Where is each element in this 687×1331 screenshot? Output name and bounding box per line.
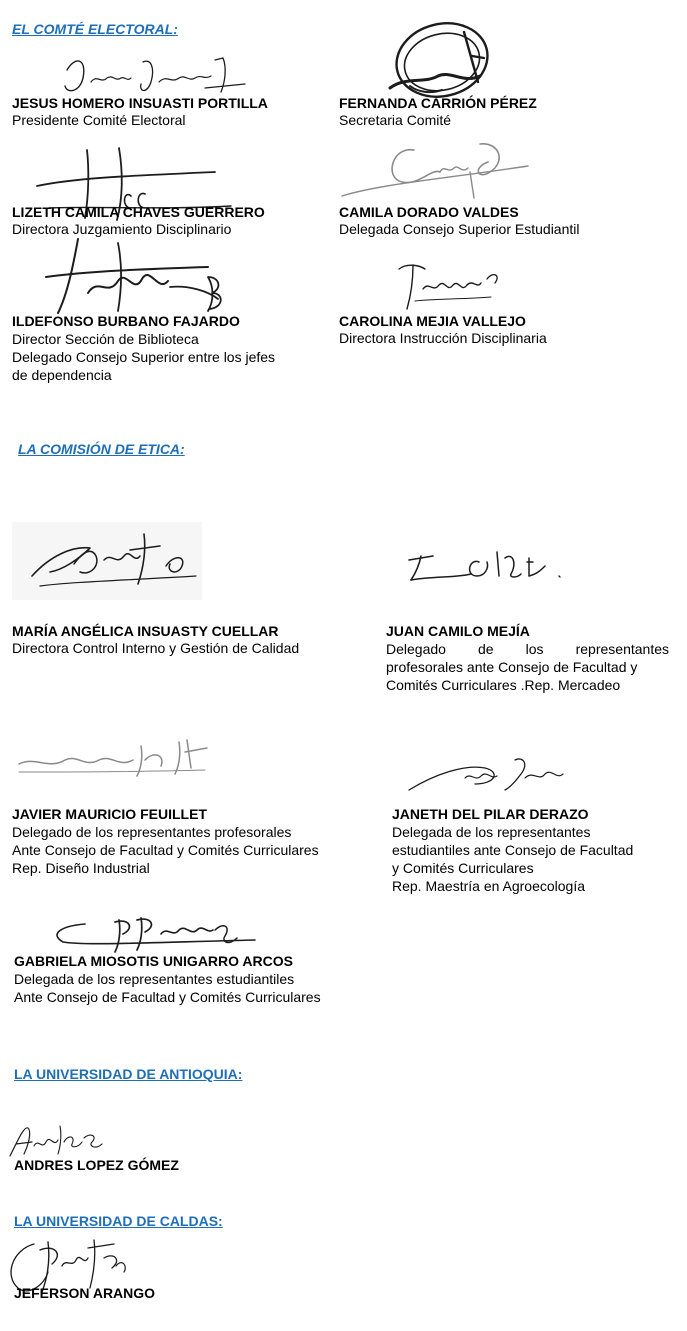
- signer-block-jeferson: [14, 1285, 155, 1302]
- signer-role: Secretaria Comité: [339, 112, 452, 128]
- signer-block-janeth: [392, 806, 672, 895]
- signature-gabriela-unigarro: [45, 912, 265, 956]
- signer-block-fernanda: [339, 95, 669, 128]
- signer-role: Rep. Maestría en Agroecología: [392, 878, 586, 894]
- signer-role: Directora Instrucción Disciplinaria: [339, 330, 547, 346]
- signer-block-javier: [12, 806, 372, 877]
- signer-role: estudiantiles ante Consejo de Facultad: [392, 842, 634, 858]
- signer-role: Rep. Diseño Industrial: [12, 860, 150, 876]
- signer-role: de dependencia: [12, 367, 112, 383]
- signer-role: Delegada de los representantes estudiantiles: [14, 971, 295, 987]
- signer-block-juan: [386, 623, 669, 694]
- signature-camila-dorado: [340, 138, 530, 208]
- signer-name: CAMILA DORADO VALDES: [339, 204, 519, 220]
- signer-role: Presidente Comité Electoral: [12, 112, 186, 128]
- signer-role: Directora Control Interno y Gestión de Calidad: [12, 640, 300, 656]
- section-heading-universidad-caldas: LA UNIVERSIDAD DE CALDAS:: [14, 1213, 223, 1229]
- signer-block-ildefonso: [12, 313, 332, 384]
- signer-role: Comités Curriculares .Rep. Mercadeo: [386, 677, 621, 693]
- signer-block-lizeth: [12, 204, 332, 237]
- signature-maria-insuasty: [20, 526, 200, 598]
- section-heading-comite-electoral: EL COMTÉ ELECTORAL:: [12, 21, 178, 37]
- signer-role: Ante Consejo de Facultad y Comités Curriculares: [14, 989, 321, 1005]
- signature-janeth-derazo: [405, 754, 575, 794]
- signer-role: Delegada Consejo Superior Estudiantil: [339, 221, 580, 237]
- signer-block-andres: [14, 1157, 179, 1174]
- signer-role: Director Sección de Biblioteca: [12, 331, 199, 347]
- signer-role: Directora Juzgamiento Disciplinario: [12, 221, 232, 237]
- signature-carolina-mejia: [395, 255, 505, 315]
- section-heading-comision-etica: LA COMISIÓN DE ETICA:: [18, 441, 185, 457]
- signer-name: JUAN CAMILO MEJÍA: [386, 623, 530, 639]
- signer-name: LIZETH CAMILA CHAVES GUERRERO: [12, 204, 265, 220]
- signer-role: y Comités Curriculares: [392, 860, 534, 876]
- signer-name: JANETH DEL PILAR DERAZO: [392, 806, 589, 822]
- signer-name: GABRIELA MIOSOTIS UNIGARRO ARCOS: [14, 953, 293, 969]
- signer-role: Delegado de los representantes profesorales: [12, 824, 292, 840]
- signature-juan-mejia: [405, 548, 565, 584]
- signature-andres-lopez: [6, 1120, 106, 1160]
- signer-name: JEFERSON ARANGO: [14, 1285, 156, 1301]
- signer-name: CAROLINA MEJIA VALLEJO: [339, 313, 526, 329]
- signer-name: ILDEFONSO BURBANO FAJARDO: [12, 313, 240, 329]
- signer-role: Ante Consejo de Facultad y Comités Curriculares: [12, 842, 319, 858]
- signer-role: profesorales ante Consejo de Facultad y: [386, 659, 638, 675]
- signature-ildefonso-burbano: [38, 237, 248, 319]
- signer-role: Delegado Consejo Superior entre los jefes: [12, 349, 276, 365]
- signer-name: FERNANDA CARRIÓN PÉREZ: [339, 95, 537, 111]
- signer-role: Delegado de los representantes: [386, 641, 669, 657]
- section-heading-universidad-antioquia: LA UNIVERSIDAD DE ANTIOQUIA:: [14, 1066, 243, 1082]
- signer-name: ANDRES LOPEZ GÓMEZ: [14, 1157, 179, 1173]
- signer-name: JESUS HOMERO INSUASTI PORTILLA: [12, 95, 268, 111]
- signer-name: JAVIER MAURICIO FEUILLET: [12, 806, 207, 822]
- signer-name: MARÍA ANGÉLICA INSUASTY CUELLAR: [12, 623, 279, 639]
- signer-block-maria: [12, 623, 352, 656]
- signer-role: Delegada de los representantes: [392, 824, 591, 840]
- signature-image-maria-insuasty: [12, 522, 202, 600]
- signer-block-jesus: [12, 95, 322, 128]
- signer-block-gabriela: [14, 953, 394, 1006]
- signer-block-camila: [339, 204, 669, 237]
- signature-fernanda-carrion: [380, 18, 520, 100]
- signer-block-carolina: [339, 313, 669, 346]
- signature-javier-feuillet: [15, 738, 215, 778]
